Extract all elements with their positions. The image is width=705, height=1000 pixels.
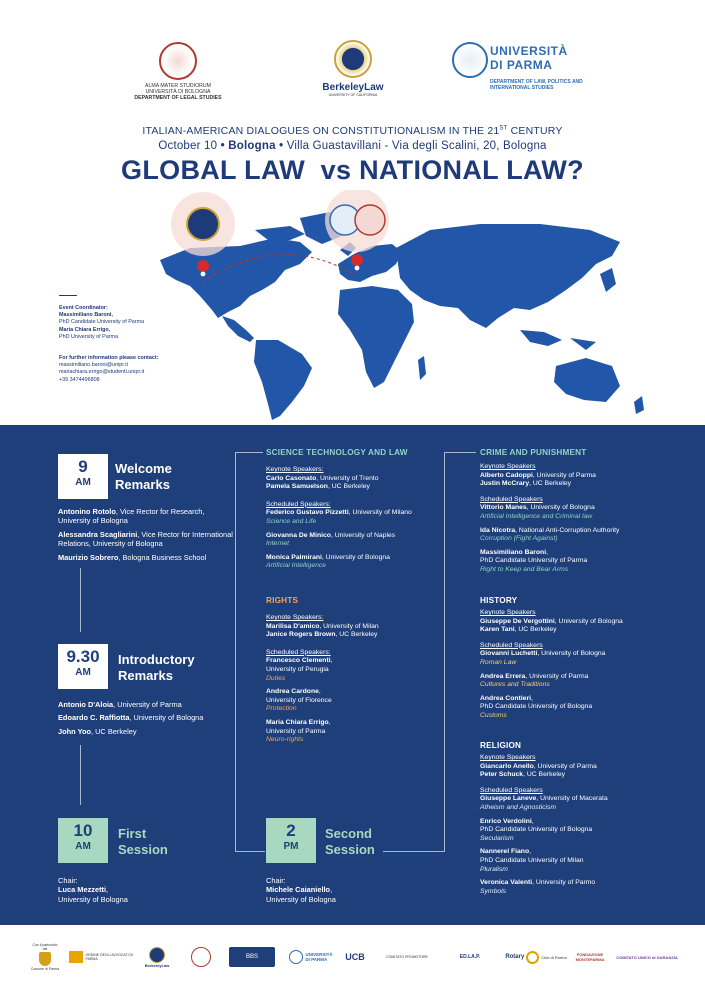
talk-topic: Secularism <box>480 834 514 842</box>
unibo-line-1: ALMA MATER STUDIORUM <box>145 83 211 89</box>
welcome-title-1: Welcome <box>115 461 172 476</box>
sci-keynote-label: Keynote Speakers: <box>266 466 324 473</box>
speaker-role: , National Anti-Corruption Authority <box>515 526 620 534</box>
speaker-name: Carlo Casonato <box>266 474 317 482</box>
intro-speaker-name: Antonio D'Aloia <box>58 700 114 709</box>
footer-logo-bbs <box>228 940 276 974</box>
history-keynote-label: Keynote Speakers <box>480 609 536 616</box>
speaker-name: Nannerel Fiano <box>480 848 530 856</box>
speaker-inst: PhD Candidate University of Bologna <box>480 826 593 834</box>
speaker-name: Enrico Verdolini <box>480 817 532 825</box>
speaker-name: Massimiliano Baroni <box>480 548 547 556</box>
talk-topic: Pluralism <box>480 865 508 873</box>
speaker-role: , UC Berkeley <box>523 771 566 779</box>
contact-phone[interactable]: +39 3474496808 <box>59 376 100 383</box>
coordinator-1-role: PhD Candidate University of Parma <box>59 319 145 326</box>
contact-divider <box>59 295 77 296</box>
berkeley-small-seal-icon <box>149 947 165 963</box>
crime-keynote-label: Keynote Speakers <box>480 463 536 470</box>
second-chair-name: Michele Caianiello <box>266 885 331 895</box>
talk-topic: Duties <box>266 674 286 682</box>
berkeley-sub: UNIVERSITY OF CALIFORNIA <box>328 93 378 97</box>
religion-keynote-label: Keynote Speakers <box>480 754 536 761</box>
welcome-time-ampm: AM <box>75 477 91 488</box>
speaker-name: Janice Rogers Brown <box>266 631 336 639</box>
intro-time-number: 9.30 <box>66 647 100 666</box>
footer-logo-comune <box>30 940 60 974</box>
rights-block <box>266 614 441 750</box>
first-session-title <box>118 826 168 858</box>
coordinator-label: Event Coordinator: <box>59 305 108 311</box>
rights-heading: RIGHTS <box>266 596 299 605</box>
footer-parma-1: UNIVERSITÀ <box>305 952 333 957</box>
intro-speaker-name: John Yoo <box>58 726 91 736</box>
speaker-name: Andrea Contieri <box>480 694 531 702</box>
welcome-speakers <box>58 507 238 566</box>
footer-logo-rotary <box>505 940 567 974</box>
speaker-name: Giancarlo Anello <box>480 762 534 770</box>
speaker-name: Giuseppe De Vergottini <box>480 617 555 625</box>
welcome-time <box>58 454 108 499</box>
rights-sched-label: Scheduled Speakers: <box>266 648 331 656</box>
second-chair-inst: University of Bologna <box>266 894 336 904</box>
speaker-name: Marilisa D'amico <box>266 622 320 630</box>
unibo-line-2: UNIVERSITÀ DI BOLOGNA <box>145 89 211 95</box>
speaker-name: Giovanna De Minico <box>266 531 331 539</box>
speaker-inst: PhD Candidate University of Parma <box>480 557 588 565</box>
talk-topic: Cultures and Traditions <box>480 681 550 689</box>
footer-edlap-text: ED.LA.P. <box>459 954 481 960</box>
footer-logo-unibo <box>188 940 214 974</box>
unibo-line-3: DEPARTMENT OF LEGAL STUDIES <box>134 95 222 101</box>
contact-block <box>59 305 158 384</box>
crime-block <box>480 463 680 580</box>
speaker-role: , University of Milan <box>319 622 379 630</box>
intro-speaker-role: , University of Bologna <box>129 713 204 723</box>
speaker-role: , UC Berkeley <box>514 626 557 634</box>
welcome-speaker-name: Alessandra Scagliarini <box>58 529 138 539</box>
second-session-chair <box>266 876 336 904</box>
rotary-wheel-icon <box>526 951 539 964</box>
speaker-role: , University of Bologna <box>526 504 595 512</box>
talk-topic: Customs <box>480 711 507 719</box>
welcome-title-2: Remarks <box>115 477 170 492</box>
speaker-inst: University of Florence <box>266 696 332 704</box>
intro-title-2: Remarks <box>118 668 173 683</box>
religion-block <box>480 754 680 901</box>
connector-line <box>383 851 445 852</box>
speaker-name: Peter Schuck <box>480 771 524 779</box>
first-chair-comma: , <box>106 885 109 895</box>
footer-logo-fondazione <box>568 940 612 974</box>
talk-topic: Roman Law <box>480 658 517 666</box>
talk-topic: Internet <box>266 540 290 548</box>
speaker-name: Giuseppe Laneve <box>480 795 537 803</box>
info-label: For further information please contact: <box>59 355 159 362</box>
talk-topic: Science and Life <box>266 517 317 525</box>
footer-comune-bottom: Comune di Parma <box>30 967 60 971</box>
event-venue: Villa Guastavillani - Via degli Scalini, 20, Bologna <box>286 140 547 152</box>
speaker-role: , University of Parma <box>533 762 597 770</box>
speaker-role: , <box>530 694 533 702</box>
unibo-seal-icon <box>159 42 197 80</box>
speaker-role: , UC Berkeley <box>335 631 378 639</box>
speaker-name: Vittorio Manes <box>480 504 527 512</box>
parma-logo <box>452 42 612 102</box>
footer-logo-berkeley <box>142 940 172 974</box>
parma-small-seal-icon <box>289 950 303 964</box>
talk-topic: Atheism and Agnosticism <box>480 803 557 811</box>
speaker-name: Karen Tani <box>480 626 515 634</box>
second-session-time <box>266 818 316 863</box>
event-date: October 10 <box>158 140 218 152</box>
footer-fondazione-text: FONDAZIONE MONTEPARMA <box>575 952 605 962</box>
second-time-number: 2 <box>286 821 296 840</box>
speaker-role: , University of Macerata <box>536 795 608 803</box>
speaker-name: Monica Palmirani <box>266 553 322 561</box>
talk-topic: Protection <box>266 705 297 713</box>
second-chair-label: Chair: <box>266 876 286 885</box>
first-session-chair <box>58 876 128 904</box>
sci-sched-label: Scheduled Speakers: <box>266 500 331 508</box>
contact-email-2[interactable]: mariachiara.errigo@studenti.unipr.it <box>59 369 145 376</box>
speaker-role: , <box>328 718 331 726</box>
sci-heading: SCIENCE TECHNOLOGY AND LAW <box>266 448 408 457</box>
berkeley-logo <box>318 40 388 97</box>
speaker-role: , University of Naples <box>330 531 396 539</box>
speaker-role: , University of Bologna <box>321 553 390 561</box>
crime-sched-label: Scheduled Speakers <box>480 495 543 503</box>
footer-cug-text: COMITATO UNICO di GARANZIA <box>616 954 678 960</box>
main-title: GLOBAL LAW vs NATIONAL LAW? <box>121 155 584 185</box>
event-date-line: October 10 • Bologna • Villa Guastavillani - Via degli Scalini, 20, Bologna <box>158 140 547 152</box>
footer-comitato-text: COMITATO PROMOTORE <box>386 955 428 959</box>
speaker-inst: University of Parma <box>266 727 326 735</box>
speaker-role: , University of Bologna <box>554 617 623 625</box>
footer-logo-parma <box>286 940 336 974</box>
berkeley-name: BerkeleyLaw <box>322 82 384 93</box>
speaker-role: , University of Parma <box>532 471 596 479</box>
second-title-2: Session <box>325 842 375 857</box>
talk-topic: Symbols <box>480 887 507 895</box>
footer-rotary-club: Club di Parma <box>541 954 567 960</box>
welcome-speaker-role: , Vice Rector for International Relations, University of Bologna <box>58 529 233 549</box>
coordinator-2-name: Maria Chiara Errigo, <box>59 326 111 333</box>
speaker-role: , UC Berkeley <box>529 480 572 488</box>
second-session-title <box>325 826 375 858</box>
event-city: Bologna <box>228 140 276 152</box>
intro-speaker-role: , University of Parma <box>113 700 182 709</box>
speaker-role: , University of Milano <box>348 509 412 517</box>
connector-line <box>80 745 81 805</box>
footer-comune-top: Con il patrocinio del <box>32 943 58 951</box>
history-block <box>480 609 680 726</box>
contact-email-1[interactable]: massimiliano.baroni@unipr.it <box>59 362 128 369</box>
speaker-name: Maria Chiara Errigo <box>266 718 329 726</box>
talk-topic: Artificial Intelligence <box>266 562 327 570</box>
speaker-role: , University of Bologna <box>537 650 606 658</box>
first-title-1: First <box>118 826 147 841</box>
speaker-name: Veronica Valenti <box>480 879 533 887</box>
welcome-time-number: 9 <box>78 457 88 476</box>
religion-sched-label: Scheduled Speakers <box>480 786 543 794</box>
footer-ucb-text: UCB <box>345 952 365 962</box>
footer-logo-avvocati <box>66 940 138 974</box>
parma-seal-icon <box>452 42 488 78</box>
parma-dept: DEPARTMENT OF LAW, POLITICS AND INTERNATIONAL STUDIES <box>490 79 583 91</box>
speaker-role: , University of Parma <box>525 672 589 680</box>
avvocati-icon <box>69 951 83 963</box>
footer-logo-ucb <box>342 940 368 974</box>
series-title-tail: CENTURY <box>507 125 563 137</box>
connector-line <box>80 568 81 632</box>
talk-topic: Right to Keep and Bear Arms <box>480 565 569 573</box>
footer-logo-cug <box>616 940 678 974</box>
footer-logo-comitato <box>372 940 442 974</box>
connector-line <box>444 452 445 852</box>
welcome-title <box>115 461 172 493</box>
series-title-sup: ST <box>499 125 508 132</box>
intro-title <box>118 652 195 684</box>
speaker-role: , <box>330 657 333 665</box>
speaker-inst: PhD Candidate University of Milan <box>480 856 584 864</box>
intro-speaker-role: , UC Berkeley <box>90 726 137 736</box>
talk-topic: Corruption (Fight Against) <box>480 535 558 543</box>
connector-line <box>444 452 476 453</box>
footer-logo-edlap <box>450 940 490 974</box>
welcome-speaker-name: Antonino Rotolo <box>58 507 116 516</box>
speaker-name: Giovanni Luchetti <box>480 650 538 658</box>
history-heading: HISTORY <box>480 596 518 605</box>
speaker-name: Andrea Errera <box>480 672 526 680</box>
footer-rotary-text: Rotary <box>505 954 525 960</box>
speaker-role: , University of Parmo <box>532 879 596 887</box>
second-time-ampm: PM <box>283 841 299 852</box>
talk-topic: Artificial Intelligence and Criminal law <box>480 512 593 520</box>
first-title-2: Session <box>118 842 168 857</box>
speaker-role: , <box>546 548 548 556</box>
footer-avvocati-text: ORDINE DEGLI AVVOCATI DI PARMA <box>85 953 134 961</box>
speaker-name: Andrea Cardone <box>266 688 319 696</box>
unibo-small-seal-icon <box>191 947 211 967</box>
connector-line <box>235 452 263 453</box>
parma-name-2: DI PARMA <box>490 58 553 72</box>
speaker-role: , University of Trento <box>316 474 379 482</box>
unibo-logo <box>128 42 228 101</box>
talk-topic: Neuro-rights <box>266 736 304 744</box>
parma-name-1: UNIVERSITÀ <box>490 44 568 58</box>
second-chair-comma: , <box>330 885 333 895</box>
speaker-name: Francesco Clementi <box>266 657 331 665</box>
coordinator-2-role: PhD University of Parma <box>59 333 119 340</box>
first-chair-name: Luca Mezzetti <box>58 885 107 895</box>
religion-heading: RELIGION <box>480 741 522 750</box>
speaker-name: Ida Nicotra <box>480 526 516 534</box>
first-chair-inst: University of Bologna <box>58 894 128 904</box>
speaker-name: Justin McCrary <box>480 480 530 488</box>
second-title-1: Second <box>325 826 372 841</box>
sci-block <box>266 466 441 576</box>
speaker-role: , UC Berkeley <box>327 483 370 491</box>
first-time-ampm: AM <box>75 841 91 852</box>
footer-bbs-text: BBS <box>229 947 275 967</box>
speaker-inst: University of Perugia <box>266 665 329 673</box>
speaker-role: , <box>531 817 534 825</box>
speaker-role: , <box>318 688 321 696</box>
crime-heading: CRIME AND PUNISHMENT <box>480 448 587 457</box>
berkeley-seal-icon <box>334 40 372 78</box>
welcome-speaker-role: , Bologna Business School <box>118 552 207 562</box>
series-title-text: ITALIAN-AMERICAN DIALOGUES ON CONSTITUTIONALISM IN THE 21 <box>142 125 500 137</box>
first-chair-label: Chair: <box>58 876 78 885</box>
intro-time <box>58 644 108 689</box>
intro-speaker-name: Edoardo C. Raffiotta <box>58 713 130 723</box>
intro-title-1: Introductory <box>118 652 195 667</box>
comune-crest-icon <box>39 952 51 966</box>
history-sched-label: Scheduled Speakers <box>480 641 543 649</box>
connector-line <box>235 851 265 852</box>
series-title <box>0 125 705 137</box>
footer-berkeley-text: BerkeleyLaw <box>144 962 170 968</box>
welcome-speaker-role: , Vice Rector for Research, University of Bologna <box>58 507 205 526</box>
speaker-name: Pamela Samuelson <box>266 483 328 491</box>
intro-time-ampm: AM <box>75 667 91 678</box>
coordinator-1-name: Massimiliano Baroni, <box>59 312 113 319</box>
speaker-role: , <box>529 848 531 856</box>
speaker-inst: PhD Candidate University of Bologna <box>480 703 593 711</box>
footer-parma-2: DI PARMA <box>305 957 328 962</box>
first-session-time <box>58 818 108 863</box>
intro-speakers <box>58 700 238 740</box>
rights-keynote-label: Keynote Speakers: <box>266 614 324 621</box>
speaker-name: Alberto Cadoppi <box>480 471 533 479</box>
first-time-number: 10 <box>73 821 93 840</box>
welcome-speaker-name: Maurizio Sobrero <box>58 552 119 562</box>
speaker-name: Federico Gustavo Pizzetti <box>266 509 349 517</box>
